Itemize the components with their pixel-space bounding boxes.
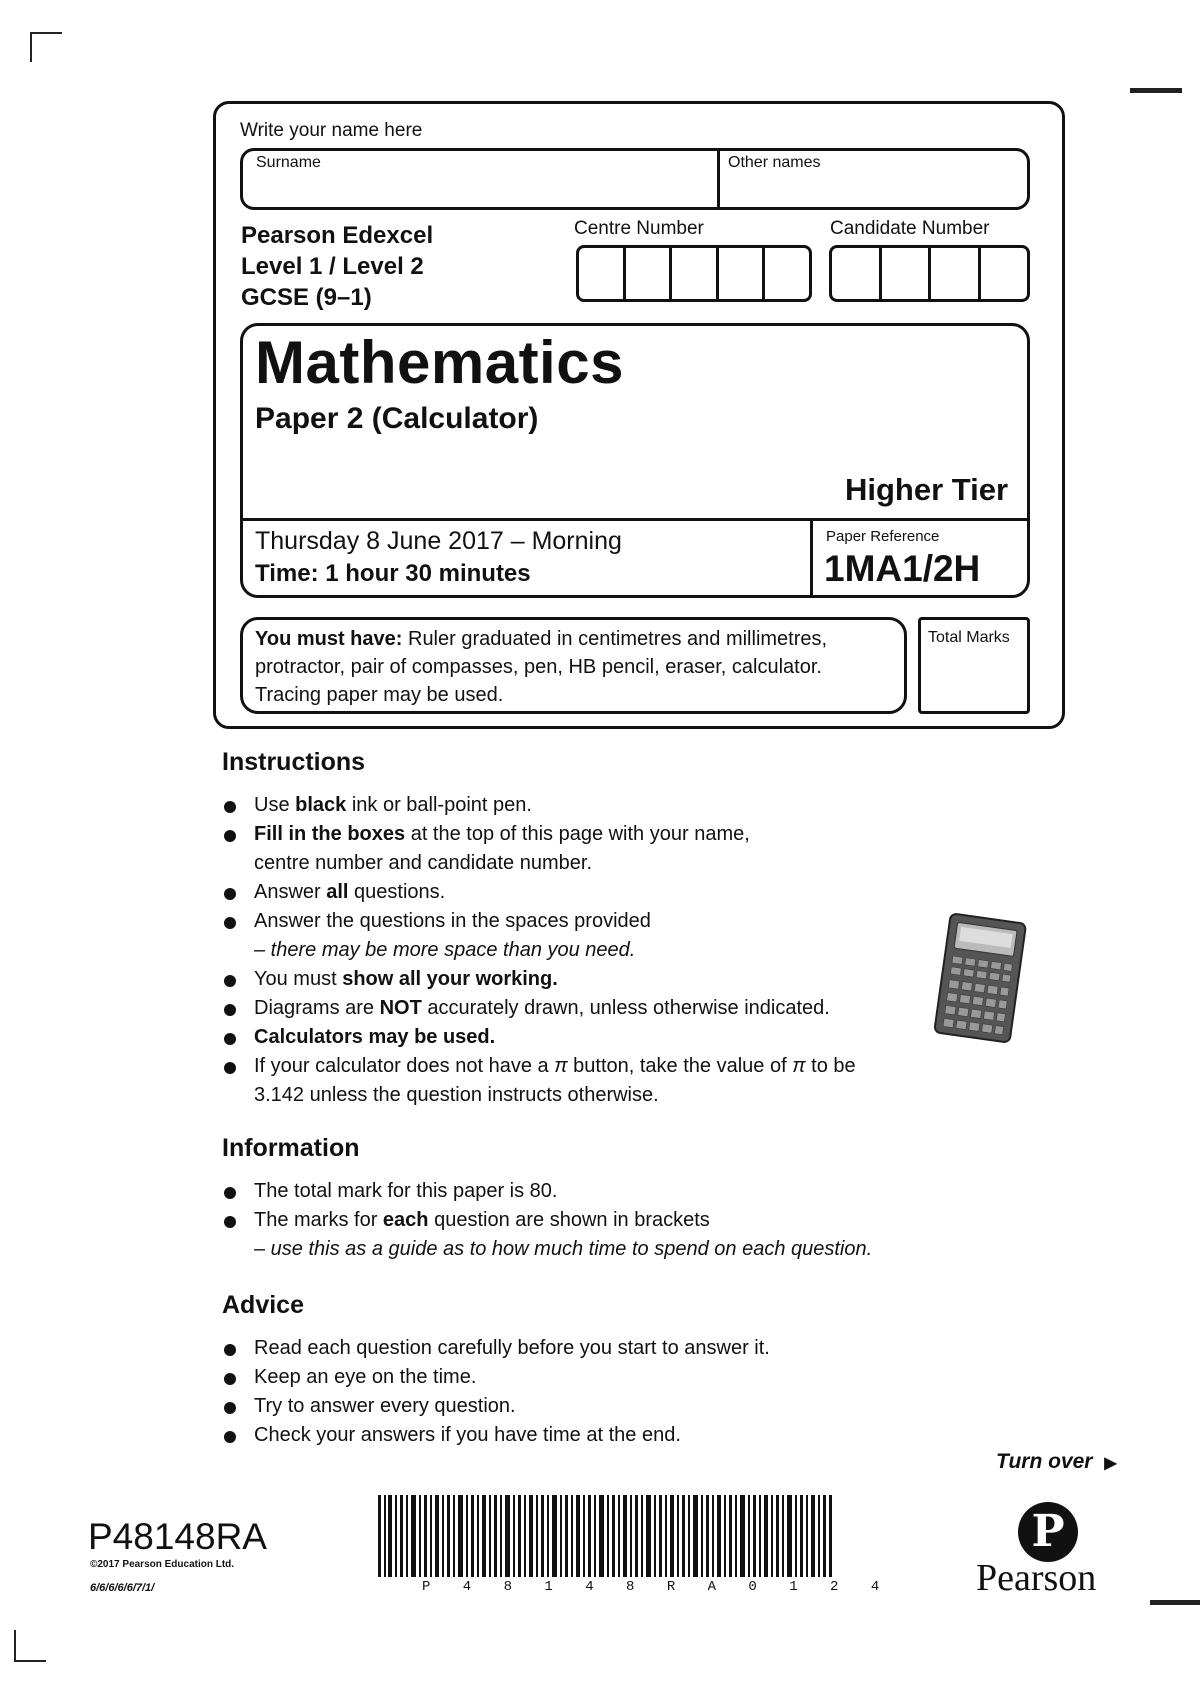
- board-line-1: Pearson Edexcel: [241, 222, 434, 249]
- list-item: Answer the questions in the spaces provided – there may be more space than you need.: [222, 907, 856, 965]
- centre-cell[interactable]: [765, 248, 809, 299]
- paper-reference-label: Paper Reference: [826, 528, 940, 545]
- information-heading: Information: [222, 1134, 360, 1162]
- centre-number-label: Centre Number: [574, 218, 704, 239]
- pearson-logo-text: Pearson: [976, 1557, 1097, 1599]
- pearson-logo-icon: P: [1018, 1502, 1078, 1562]
- must-have-lead: You must have:: [255, 628, 403, 650]
- barcode-text: P 4 8 1 4 8 R A 0 1 2 4: [422, 1579, 892, 1595]
- candidate-cell[interactable]: [931, 248, 981, 299]
- centre-cell[interactable]: [672, 248, 719, 299]
- list-item: Use black ink or ball-point pen.: [222, 791, 856, 820]
- crop-mark-top-right: [1130, 88, 1182, 93]
- barcode-icon: [378, 1495, 834, 1577]
- centre-cell[interactable]: [626, 248, 673, 299]
- crop-mark-bottom-left-h: [14, 1660, 46, 1662]
- arrow-right-icon: ▶: [1104, 1455, 1117, 1472]
- surname-field[interactable]: Surname: [256, 154, 321, 171]
- paper-reference: 1MA1/2H: [824, 548, 981, 589]
- centre-number-boxes[interactable]: [576, 245, 812, 302]
- crop-mark-top-left: [30, 32, 62, 34]
- turn-over-label: Turn over ▶: [996, 1450, 1117, 1473]
- instructions-heading: Instructions: [222, 748, 366, 776]
- candidate-cell[interactable]: [882, 248, 932, 299]
- information-list: [222, 1177, 872, 1264]
- subject-title: Mathematics: [255, 329, 624, 396]
- board-line-2: Level 1 / Level 2: [241, 253, 424, 280]
- list-item: Calculators may be used.: [222, 1023, 856, 1052]
- must-have-text: [255, 625, 827, 709]
- instructions-list: [222, 791, 856, 1110]
- title-divider: [240, 518, 1030, 521]
- list-item: If your calculator does not have a π button, take the value of π to be 3.142 unless the question instructs otherwise.: [222, 1052, 856, 1110]
- tier-label: Higher Tier: [845, 472, 1009, 507]
- candidate-number-boxes[interactable]: [829, 245, 1030, 302]
- list-item: Try to answer every question.: [222, 1392, 770, 1421]
- candidate-cell[interactable]: [981, 248, 1028, 299]
- list-item: Check your answers if you have time at the end.: [222, 1421, 770, 1450]
- list-item: Diagrams are NOT accurately drawn, unless otherwise indicated.: [222, 994, 856, 1023]
- exam-date: Thursday 8 June 2017 – Morning: [255, 527, 622, 555]
- copyright-text: ©2017 Pearson Education Ltd.: [90, 1559, 235, 1570]
- candidate-number-label: Candidate Number: [830, 218, 990, 239]
- list-item: Keep an eye on the time.: [222, 1363, 770, 1392]
- total-marks-label: Total Marks: [928, 629, 1010, 646]
- centre-cell[interactable]: [719, 248, 766, 299]
- name-divider: [717, 148, 720, 210]
- list-item: Answer all questions.: [222, 878, 856, 907]
- list-item: The total mark for this paper is 80.: [222, 1177, 872, 1206]
- crop-mark-bottom-left: [14, 1630, 16, 1662]
- must-have-line-2: protractor, pair of compasses, pen, HB pencil, eraser, calculator.: [255, 656, 822, 678]
- list-item: Read each question carefully before you start to answer it.: [222, 1334, 770, 1363]
- candidate-cell[interactable]: [832, 248, 882, 299]
- centre-cell[interactable]: [579, 248, 626, 299]
- calculator-icon: [930, 912, 1030, 1047]
- must-have-line-3: Tracing paper may be used.: [255, 684, 504, 706]
- list-item: The marks for each question are shown in brackets – use this as a guide as to how much time to spend on each question.: [222, 1206, 872, 1264]
- reference-divider: [810, 518, 813, 598]
- print-code: 6/6/6/6/6/7/1/: [90, 1582, 155, 1594]
- name-box: [240, 148, 1030, 210]
- paper-code: P48148RA: [88, 1516, 267, 1557]
- list-item: You must show all your working.: [222, 965, 856, 994]
- paper-title: Paper 2 (Calculator): [255, 402, 539, 435]
- write-name-label: Write your name here: [240, 120, 423, 141]
- board-line-3: GCSE (9–1): [241, 284, 372, 311]
- exam-time: Time: 1 hour 30 minutes: [255, 560, 531, 587]
- advice-list: [222, 1334, 770, 1450]
- crop-mark-bottom-right: [1150, 1600, 1200, 1605]
- other-names-field[interactable]: Other names: [728, 154, 821, 171]
- crop-mark-top-left-v: [30, 32, 32, 62]
- list-item: Fill in the boxes at the top of this page with your name, centre number and candidate number.: [222, 820, 856, 878]
- must-have-line-1: Ruler graduated in centimetres and millimetres,: [402, 628, 828, 650]
- advice-heading: Advice: [222, 1291, 304, 1319]
